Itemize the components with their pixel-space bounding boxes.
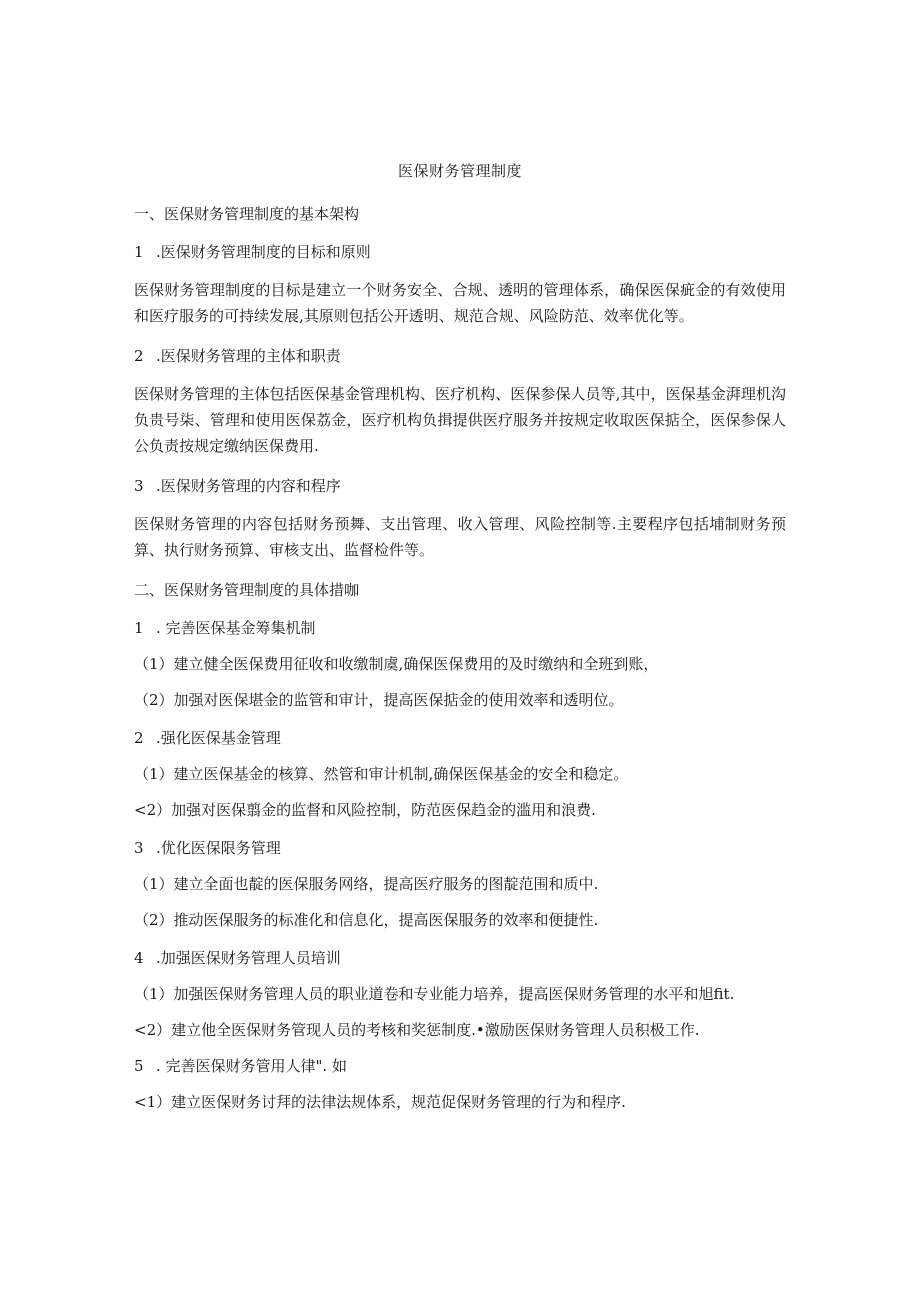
- item-heading: [134, 617, 786, 639]
- item-heading-text: .医保财务管理的主体和职责: [156, 347, 341, 365]
- point: <2）建立他全医保财务管现人员的考核和奖惩制度.•激励医保财务管理人员积极工作.: [134, 1021, 700, 1039]
- point: （2）推动医保服务的标准化和信息化，提高医保服务的效率和便捷性.: [134, 911, 599, 929]
- item-heading: [134, 1055, 786, 1077]
- item-number: 2: [134, 347, 144, 365]
- item-number: 5: [134, 1057, 144, 1075]
- item-number: 1: [134, 619, 144, 637]
- item-heading-text: .加强医保财务管理人员培训: [156, 949, 341, 967]
- point: （1）建立医保基金的核算、然管和审计机制,确保医保基金的安全和稳定。: [134, 765, 629, 783]
- item-heading-text: . 完善医保财务管用人律". 如: [156, 1057, 347, 1075]
- point: （2）加强对医保堪金的监管和审计，提高医保掂金的使用效率和透明位。: [134, 691, 624, 709]
- item-heading: [134, 947, 786, 969]
- item-heading: [134, 241, 786, 263]
- item-heading-text: .医保财务管理制度的目标和原则: [156, 243, 371, 261]
- point: <2）加强对医保翦金的监督和风险控制，防范医保趋金的滥用和浪费.: [134, 801, 596, 819]
- item-heading-text: .医保财务管理的内容和程序: [156, 477, 341, 495]
- item-heading-text: .强化医保基金管理: [156, 729, 281, 747]
- item-number: 1: [134, 243, 144, 261]
- item-heading-text: . 完善医保基金筹集机制: [156, 619, 316, 637]
- point: （1）建立健全医保费用征收和收缴制虞,确保医保费用的及时缴纳和全班到账，: [134, 655, 659, 673]
- item-number: 2: [134, 729, 144, 747]
- section-heading: 一、医保财务管理制度的基本架构: [134, 205, 360, 223]
- document-body: [134, 203, 786, 1113]
- item-heading: [134, 345, 786, 367]
- item-heading: [134, 837, 786, 859]
- item-number: 4: [134, 949, 144, 967]
- section-heading: 二、医保财务管理制度的具体措咖: [134, 581, 360, 599]
- item-heading: [134, 475, 786, 497]
- item-heading: [134, 727, 786, 749]
- document-title: 医保财务管理制度: [397, 162, 522, 180]
- item-heading-text: .优化医保限务管理: [156, 839, 281, 857]
- item-number: 3: [134, 839, 144, 857]
- paragraph: 医保财务管理制度的目标是建立一个财务安全、合规、透明的管理体系，确保医保疵金的有效使用和医疗服务的可持续发展,其原则包括公开透明、规范合规、风险防范、效率优化等。: [134, 281, 786, 325]
- point: （1）建立全面也靛的医保服务网络，提高医疗服务的图靛范围和质中.: [134, 875, 599, 893]
- paragraph: 医保财务管理的主体包括医保基金管理机构、医疗机构、医保参保人员等,其中，医保基金湃理机沟负贵号柒、管理和使用医保荔金，医疗机构负揖提供医疗服务并按规定收取医保掂仝，医保参保人公负责按规定缴纳医保费用.: [134, 385, 786, 455]
- item-number: 3: [134, 477, 144, 495]
- point: （1）加强医保财务管理人员的职业道卷和专业能力培养，提高医保财务管理的水平和旭fit.: [134, 985, 735, 1003]
- point: <1）建立医保财务讨拜的法律法规体系，规范促保财务管理的行为和程序.: [134, 1093, 626, 1111]
- paragraph: 医保财务管理的内容包括财务预舞、支出管理、收入管理、风险控制等.主要程序包括埔制财务预算、执行财务预算、审核支出、监督检件等。: [134, 515, 786, 559]
